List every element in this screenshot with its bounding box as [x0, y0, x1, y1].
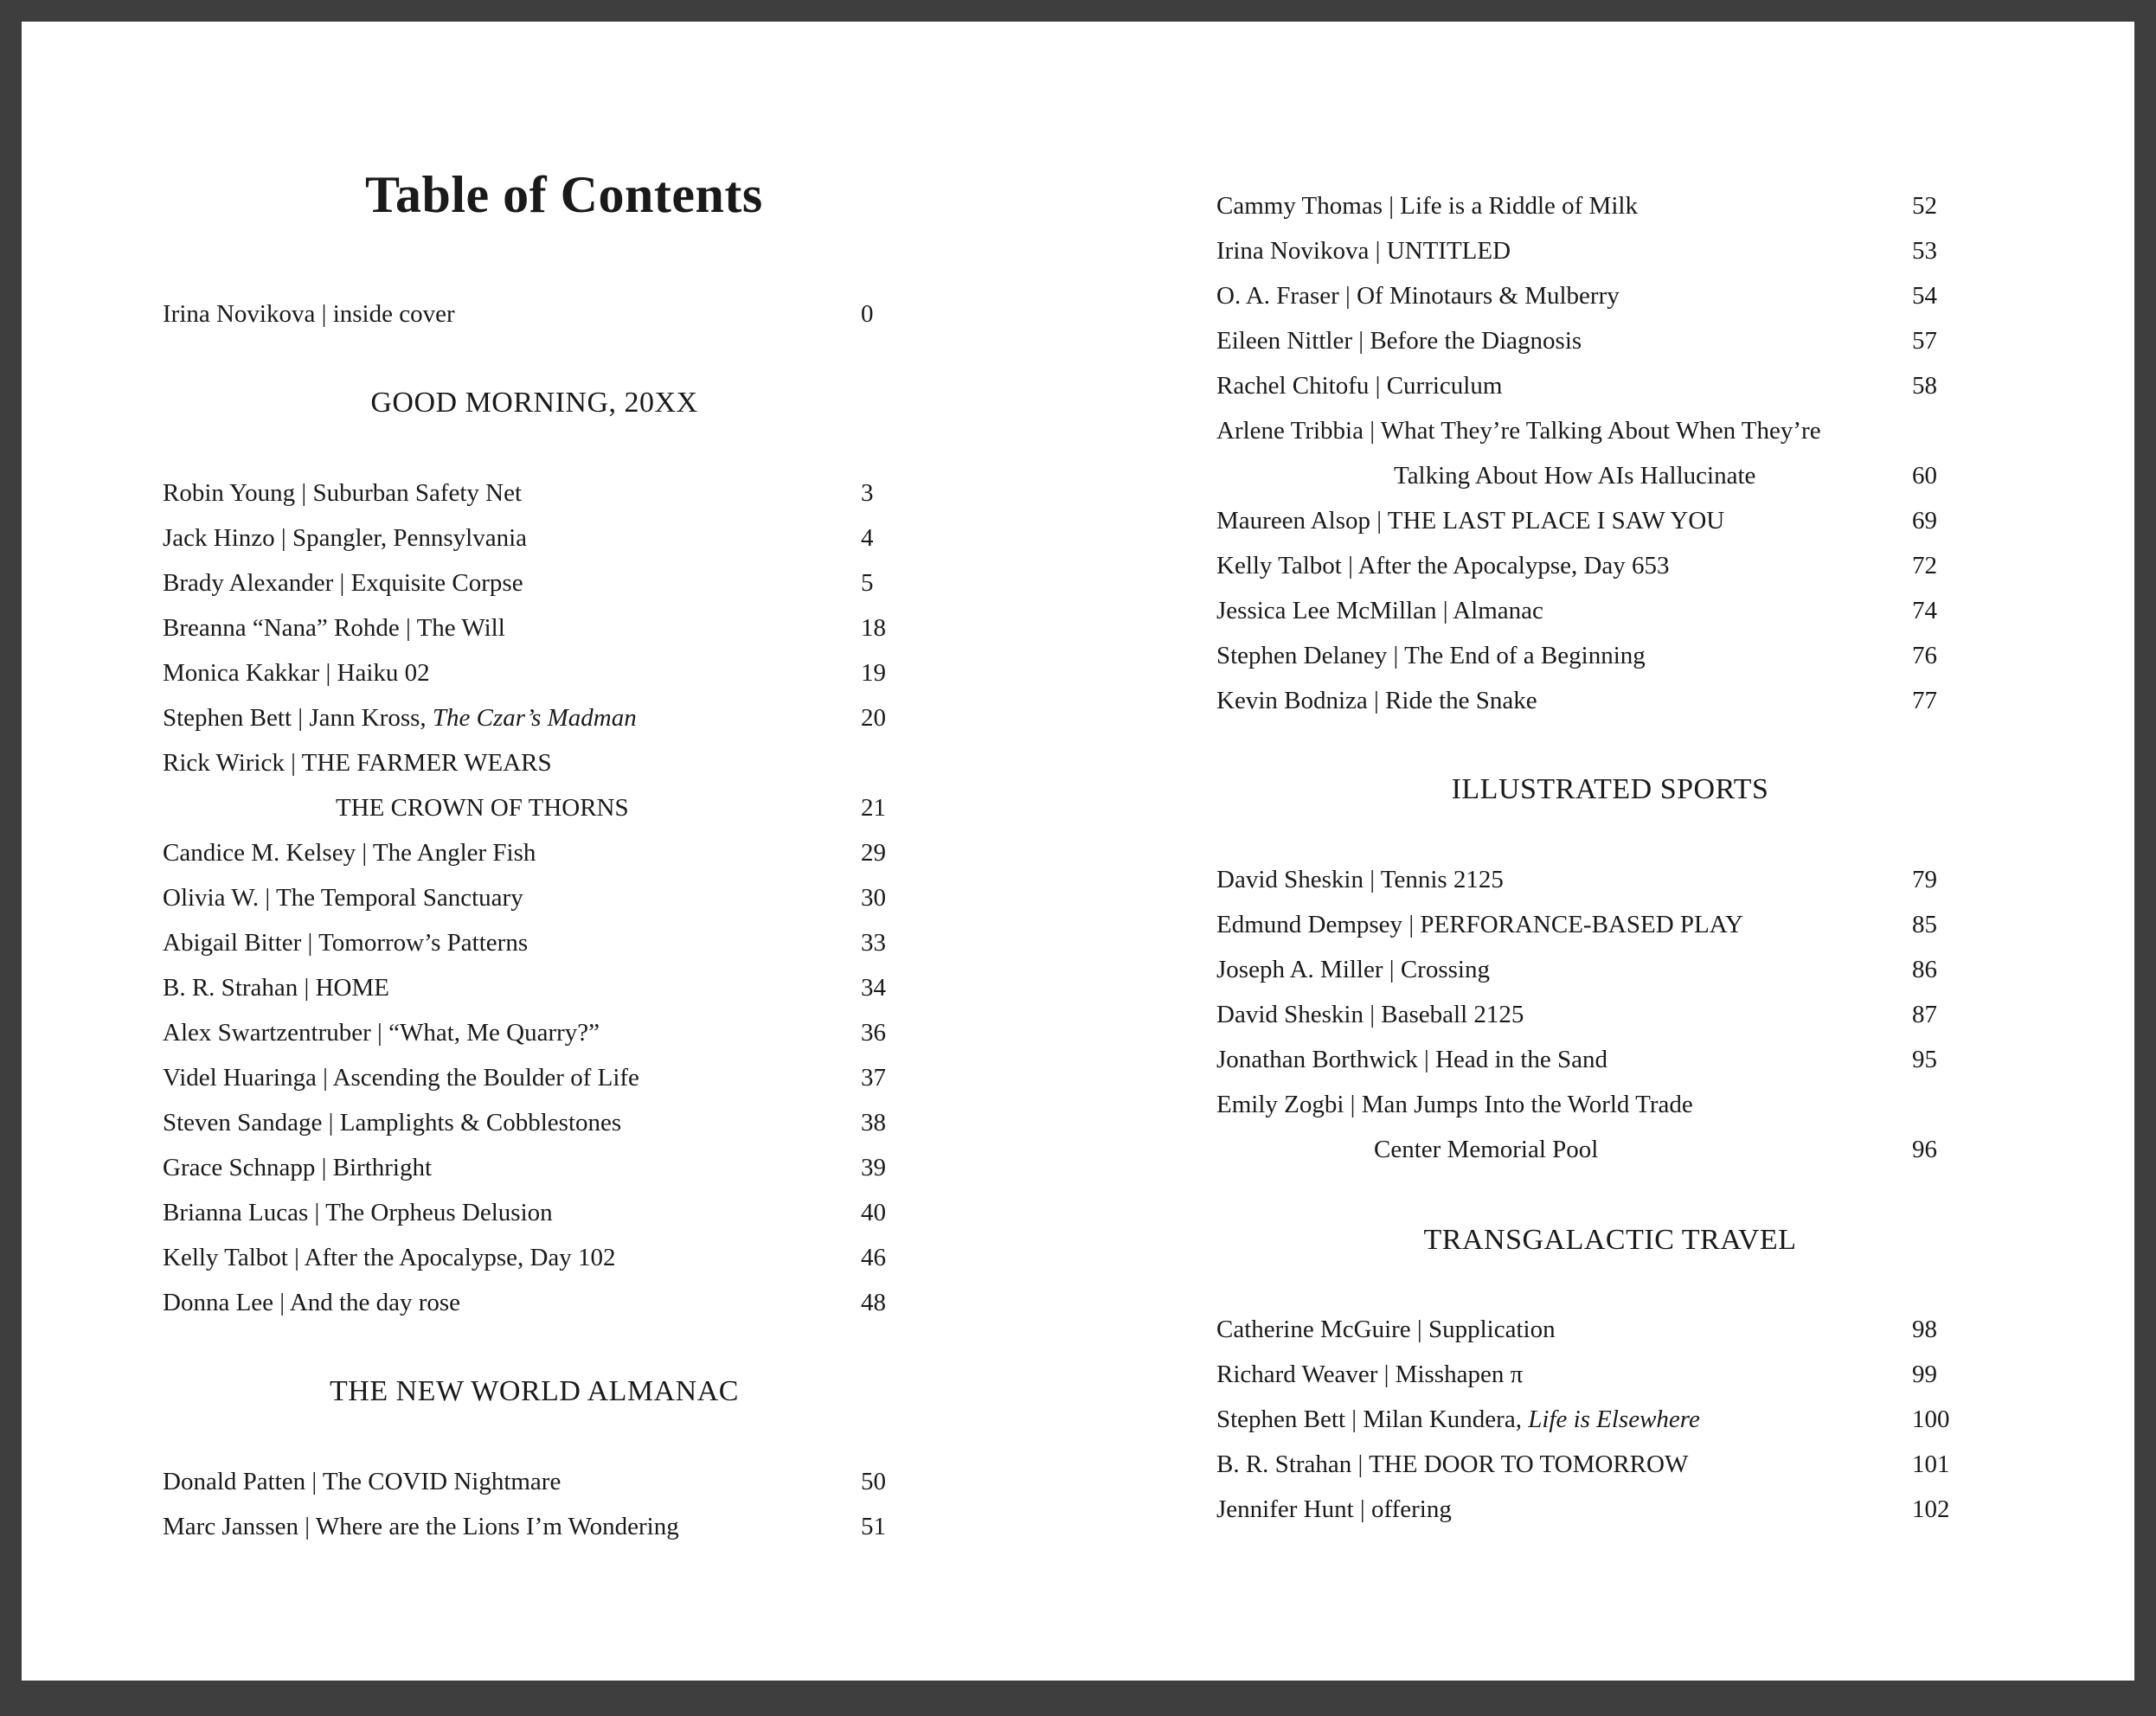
toc-entry-text — [163, 695, 637, 740]
toc-author: Videl Huaringa — [163, 1064, 317, 1092]
toc-page-number: 54 — [1912, 282, 1937, 310]
toc-entry-text — [163, 740, 552, 785]
toc-entry-text — [1216, 498, 1724, 543]
separator: | — [1352, 327, 1370, 355]
separator: | — [322, 1109, 340, 1137]
toc-page-number: 46 — [861, 1244, 886, 1271]
toc-author: Irina Novikova — [163, 300, 316, 328]
toc-page-number: 72 — [1912, 552, 1937, 579]
toc-entry — [163, 1190, 908, 1235]
toc-author: Abigail Bitter — [163, 929, 302, 957]
toc-work-title: Misshapen π — [1395, 1361, 1524, 1388]
separator: | — [370, 1019, 389, 1047]
toc-author: Candice M. Kelsey — [163, 839, 356, 867]
section-heading: TRANSGALACTIC TRAVEL — [1423, 1224, 1797, 1256]
toc-entry-text — [1216, 992, 1524, 1037]
toc-entry-text — [163, 875, 523, 920]
toc-work-title: Birthright — [332, 1154, 433, 1181]
toc-entry — [1216, 183, 1982, 228]
toc-author: Alex Swartzentruber — [163, 1019, 371, 1047]
toc-work-title: Talking About How AIs Hallucinate — [1394, 462, 1756, 490]
toc-work-title: Crossing — [1400, 956, 1490, 983]
toc-entry-continuation — [1216, 1127, 1982, 1172]
toc-work-title: HOME — [315, 974, 389, 1002]
toc-author: Joseph A. Miller — [1216, 956, 1383, 983]
toc-entry-continuation — [163, 785, 908, 830]
toc-author: Breanna “Nana” Rohde — [163, 614, 400, 642]
separator: | — [316, 1064, 333, 1092]
separator: | — [284, 749, 302, 777]
toc-entry-text — [1216, 633, 1646, 678]
toc-page-number: 96 — [1912, 1136, 1937, 1163]
toc-entry — [163, 1145, 908, 1190]
toc-author: Grace Schnapp — [163, 1154, 316, 1181]
toc-entry-text — [163, 1504, 679, 1549]
separator: | — [1417, 1046, 1436, 1073]
toc-author: Cammy Thomas — [1216, 192, 1383, 220]
toc-work-title: The Angler Fish — [372, 839, 536, 867]
toc-entry — [163, 875, 908, 920]
separator: | — [1338, 282, 1357, 310]
toc-work-title: Of Minotaurs & Mulberry — [1357, 282, 1620, 310]
separator: | — [319, 659, 337, 687]
toc-page-number: 58 — [1912, 372, 1937, 400]
toc-entry — [1216, 992, 1982, 1037]
toc-author: Kelly Talbot — [163, 1244, 288, 1271]
toc-entry-text — [163, 965, 389, 1010]
toc-entry-text — [1216, 1307, 1556, 1352]
toc-page-number: 102 — [1912, 1495, 1950, 1523]
toc-work-title: The End of a Beginning — [1404, 642, 1646, 669]
toc-entry-text — [163, 1235, 616, 1280]
toc-author: B. R. Strahan — [1216, 1450, 1352, 1478]
section-heading: ILLUSTRATED SPORTS — [1451, 773, 1769, 805]
toc-entry — [163, 1459, 908, 1504]
toc-author: Emily Zogbi — [1216, 1091, 1344, 1118]
toc-entry-text — [163, 830, 536, 875]
toc-entry-text — [1216, 947, 1490, 992]
toc-page-number: 40 — [861, 1199, 886, 1226]
toc-author: Kevin Bodniza — [1216, 687, 1368, 714]
toc-work-title: Ascending the Boulder of Life — [332, 1064, 639, 1092]
toc-entry-text — [1216, 1442, 1688, 1487]
toc-page-number: 79 — [1912, 866, 1937, 893]
toc-entry-text — [163, 605, 505, 650]
toc-page-number: 69 — [1912, 507, 1937, 535]
section-heading: THE NEW WORLD ALMANAC — [330, 1375, 739, 1407]
separator: | — [315, 1154, 333, 1181]
toc-work-title: Almanac — [1453, 597, 1543, 624]
toc-author: Kelly Talbot — [1216, 552, 1342, 579]
toc-author: Steven Sandage — [163, 1109, 323, 1137]
page-title: Table of Contents — [365, 166, 763, 223]
separator: | — [1369, 237, 1387, 265]
toc-entry — [1216, 857, 1982, 902]
toc-author: Jonathan Borthwick — [1216, 1046, 1418, 1073]
toc-page-number: 100 — [1912, 1405, 1950, 1433]
toc-entry — [1216, 318, 1982, 363]
toc-page-number: 98 — [1912, 1316, 1937, 1343]
toc-work-title: The Temporal Sanctuary — [275, 884, 523, 912]
toc-entry — [163, 605, 908, 650]
toc-entry — [1216, 1442, 1982, 1487]
toc-work-title: The Will — [416, 614, 505, 642]
toc-entry — [163, 695, 908, 740]
toc-work-title: THE FARMER WEARS — [301, 749, 552, 777]
toc-author: Rick Wirick — [163, 749, 285, 777]
toc-entry — [1216, 633, 1982, 678]
separator: | — [1363, 417, 1381, 445]
toc-entry — [1216, 1037, 1982, 1082]
toc-page-number: 74 — [1912, 597, 1937, 624]
toc-entry — [1216, 363, 1982, 408]
toc-entry — [163, 1100, 908, 1145]
toc-entry-text — [1216, 543, 1670, 588]
toc-entry — [1216, 902, 1982, 947]
toc-work-title: Life is a Riddle of Milk — [1400, 192, 1638, 220]
toc-work-title: Where are the Lions I’m Wondering — [315, 1513, 679, 1540]
toc-entry — [1216, 543, 1982, 588]
toc-work-title: Supplication — [1428, 1316, 1556, 1343]
toc-entry — [163, 1504, 908, 1549]
toc-page-number: 37 — [861, 1064, 886, 1092]
toc-work-title: Center Memorial Pool — [1374, 1136, 1599, 1163]
toc-page-number: 20 — [861, 704, 886, 732]
separator: | — [1436, 597, 1453, 624]
toc-entry-text — [163, 1280, 460, 1325]
toc-page-number: 50 — [861, 1468, 886, 1495]
toc-entry — [163, 1010, 908, 1055]
toc-entry — [163, 1055, 908, 1100]
toc-entry-text — [1216, 857, 1504, 902]
toc-entry-text — [1216, 1487, 1452, 1532]
toc-work-title: THE DOOR TO TOMORROW — [1369, 1450, 1689, 1478]
toc-entry — [163, 471, 908, 515]
separator: | — [295, 479, 313, 507]
toc-work-title: Baseball 2125 — [1381, 1001, 1524, 1028]
separator: | — [1363, 866, 1381, 893]
toc-work-title: Before the Diagnosis — [1370, 327, 1582, 355]
toc-entry-text — [1394, 453, 1755, 498]
toc-work-title: Jann Kross, — [309, 704, 433, 732]
toc-work-title: “What, Me Quarry?” — [388, 1019, 600, 1047]
separator: | — [1370, 507, 1388, 535]
separator: | — [1387, 642, 1405, 669]
toc-author: Brady Alexander — [163, 569, 334, 597]
toc-author: Jack Hinzo — [163, 524, 275, 552]
toc-page-number: 34 — [861, 974, 886, 1002]
separator: | — [1363, 1001, 1382, 1028]
toc-work-title: Suburban Safety Net — [312, 479, 523, 507]
toc-entry-text — [163, 1010, 600, 1055]
toc-entry-text — [163, 1145, 432, 1190]
separator: | — [287, 1244, 305, 1271]
toc-author: David Sheskin — [1216, 1001, 1364, 1028]
toc-page-number: 77 — [1912, 687, 1937, 714]
toc-entry-text — [1216, 183, 1638, 228]
section-heading: GOOD MORNING, 20XX — [370, 387, 698, 419]
separator: | — [356, 839, 373, 867]
toc-entry — [1216, 1487, 1982, 1532]
toc-author: Stephen Bett — [163, 704, 292, 732]
separator: | — [301, 929, 319, 957]
separator: | — [298, 1513, 316, 1540]
toc-author: Jessica Lee McMillan — [1216, 597, 1437, 624]
toc-page-number: 57 — [1912, 327, 1937, 355]
toc-entry — [163, 291, 908, 336]
toc-work-title-italic: The Czar’s Madman — [432, 704, 637, 732]
toc-page-number: 53 — [1912, 237, 1937, 265]
toc-entry-text — [163, 1459, 561, 1504]
toc-entry — [1216, 1307, 1982, 1352]
toc-entry-text — [1216, 902, 1743, 947]
toc-entry — [1216, 228, 1982, 273]
toc-page-number: 39 — [861, 1154, 886, 1181]
toc-entry — [1216, 947, 1982, 992]
toc-page-number: 76 — [1912, 642, 1937, 669]
toc-page-number: 33 — [861, 929, 886, 957]
toc-page-number: 0 — [861, 300, 874, 328]
toc-author: Donna Lee — [163, 1289, 274, 1316]
separator: | — [274, 524, 292, 552]
toc-work-title: UNTITLED — [1386, 237, 1511, 265]
toc-work-title: After the Apocalypse, Day 653 — [1357, 552, 1670, 579]
toc-page-number: 86 — [1912, 956, 1937, 983]
toc-author: Catherine McGuire — [1216, 1316, 1411, 1343]
toc-page-number: 48 — [861, 1289, 886, 1316]
toc-entry-text — [1216, 1082, 1693, 1127]
toc-author: Olivia W. — [163, 884, 260, 912]
toc-entry-text — [1216, 588, 1543, 633]
toc-page-number: 101 — [1912, 1450, 1950, 1478]
toc-entry-text — [163, 291, 455, 336]
toc-entry-text — [1216, 678, 1537, 723]
toc-work-title: THE LAST PLACE I SAW YOU — [1387, 507, 1725, 535]
separator: | — [273, 1289, 290, 1316]
toc-entry — [1216, 408, 1982, 453]
toc-author: Monica Kakkar — [163, 659, 320, 687]
toc-entry-text — [1216, 273, 1620, 318]
toc-entry — [1216, 588, 1982, 633]
separator: | — [1382, 192, 1401, 220]
separator: | — [305, 1468, 323, 1495]
separator: | — [1351, 1450, 1370, 1478]
toc-page-number: 38 — [861, 1109, 886, 1137]
separator: | — [292, 704, 310, 732]
separator: | — [1367, 687, 1386, 714]
toc-entry-text — [336, 785, 629, 830]
toc-author: Stephen Delaney — [1216, 642, 1388, 669]
toc-entry-text — [163, 1100, 621, 1145]
toc-page-number: 19 — [861, 659, 886, 687]
toc-entry — [163, 740, 908, 785]
toc-work-title: Milan Kundera, — [1363, 1405, 1529, 1433]
toc-author: Irina Novikova — [1216, 237, 1370, 265]
toc-author: Richard Weaver — [1216, 1361, 1378, 1388]
toc-page-number: 18 — [861, 614, 886, 642]
separator: | — [1353, 1495, 1371, 1523]
document-page — [22, 22, 2134, 1681]
toc-author: Donald Patten — [163, 1468, 306, 1495]
separator: | — [1383, 956, 1401, 983]
toc-entry — [1216, 1397, 1982, 1442]
toc-work-title: THE CROWN OF THORNS — [336, 794, 629, 822]
toc-work-title-italic: Life is Elsewhere — [1528, 1405, 1700, 1433]
toc-entry-text — [1216, 408, 1821, 453]
toc-entry-text — [1216, 1352, 1523, 1397]
separator: | — [1344, 1091, 1362, 1118]
toc-entry-text — [163, 471, 522, 515]
toc-entry — [1216, 678, 1982, 723]
toc-page-number: 30 — [861, 884, 886, 912]
toc-entry-text — [163, 560, 523, 605]
separator: | — [298, 974, 316, 1002]
toc-author: Marc Janssen — [163, 1513, 299, 1540]
toc-entry-text — [1216, 228, 1511, 273]
toc-author: Stephen Bett — [1216, 1405, 1346, 1433]
toc-entry-text — [163, 1055, 639, 1100]
toc-entry — [163, 965, 908, 1010]
separator: | — [399, 614, 417, 642]
toc-entry-text — [1216, 1037, 1607, 1082]
separator: | — [1402, 911, 1421, 938]
toc-author: B. R. Strahan — [163, 974, 298, 1002]
toc-entry — [163, 515, 908, 560]
toc-entry — [163, 830, 908, 875]
separator: | — [1369, 372, 1387, 400]
toc-page-number: 21 — [861, 794, 886, 822]
separator: | — [259, 884, 276, 912]
toc-work-title: What They’re Talking About When They’re — [1380, 417, 1821, 445]
toc-work-title: inside cover — [332, 300, 455, 328]
separator: | — [308, 1199, 326, 1226]
toc-author: Brianna Lucas — [163, 1199, 309, 1226]
toc-entry-text — [1216, 363, 1502, 408]
toc-entry — [163, 1280, 908, 1325]
toc-work-title: Tomorrow’s Patterns — [318, 929, 529, 957]
toc-page-number: 95 — [1912, 1046, 1937, 1073]
toc-entry-text — [163, 1190, 553, 1235]
toc-work-title: Lamplights & Cobblestones — [339, 1109, 622, 1137]
separator: | — [1341, 552, 1358, 579]
toc-entry-text — [163, 650, 430, 695]
toc-work-title: Exquisite Corpse — [350, 569, 523, 597]
toc-entry — [1216, 498, 1982, 543]
toc-work-title: Head in the Sand — [1435, 1046, 1607, 1073]
toc-author: O. A. Fraser — [1216, 282, 1339, 310]
toc-entry-text — [163, 920, 528, 965]
toc-work-title: Man Jumps Into the World Trade — [1361, 1091, 1693, 1118]
toc-page-number: 5 — [861, 569, 874, 597]
toc-page-number: 36 — [861, 1019, 886, 1047]
toc-work-title: After the Apocalypse, Day 102 — [304, 1244, 616, 1271]
toc-page-number: 60 — [1912, 462, 1937, 490]
toc-author: Rachel Chitofu — [1216, 372, 1370, 400]
toc-entry — [163, 560, 908, 605]
toc-entry — [1216, 1082, 1982, 1127]
toc-entry-text — [1374, 1127, 1598, 1172]
toc-work-title: Spangler, Pennsylvania — [292, 524, 528, 552]
toc-page-number: 4 — [861, 524, 874, 552]
toc-entry — [1216, 1352, 1982, 1397]
separator: | — [1345, 1405, 1364, 1433]
separator: | — [1377, 1361, 1396, 1388]
separator: | — [315, 300, 333, 328]
toc-work-title: Tennis 2125 — [1380, 866, 1504, 893]
toc-work-title: offering — [1370, 1495, 1452, 1523]
toc-entry — [163, 920, 908, 965]
toc-work-title: PERFORANCE-BASED PLAY — [1420, 911, 1743, 938]
toc-page-number: 51 — [861, 1513, 886, 1540]
toc-page-number: 29 — [861, 839, 886, 867]
toc-author: Arlene Tribbia — [1216, 417, 1364, 445]
toc-entry — [163, 650, 908, 695]
toc-author: Jennifer Hunt — [1216, 1495, 1354, 1523]
toc-work-title: The Orpheus Delusion — [325, 1199, 553, 1226]
toc-page-number: 99 — [1912, 1361, 1937, 1388]
toc-author: Maureen Alsop — [1216, 507, 1370, 535]
toc-work-title: The COVID Nightmare — [322, 1468, 561, 1495]
toc-entry — [1216, 273, 1982, 318]
toc-entry-text — [1216, 1397, 1700, 1442]
toc-entry-text — [163, 515, 527, 560]
toc-author: David Sheskin — [1216, 866, 1364, 893]
toc-work-title: Ride the Snake — [1385, 687, 1537, 714]
separator: | — [1410, 1316, 1428, 1343]
toc-author: Edmund Dempsey — [1216, 911, 1403, 938]
toc-page-number: 87 — [1912, 1001, 1937, 1028]
toc-author: Eileen Nittler — [1216, 327, 1353, 355]
toc-entry-continuation — [1216, 453, 1982, 498]
toc-entry-text — [1216, 318, 1582, 363]
toc-entry — [163, 1235, 908, 1280]
toc-work-title: And the day rose — [289, 1289, 461, 1316]
toc-page-number: 52 — [1912, 192, 1937, 220]
toc-work-title: Haiku 02 — [337, 659, 430, 687]
toc-work-title: Curriculum — [1386, 372, 1503, 400]
separator: | — [333, 569, 351, 597]
toc-page-number: 85 — [1912, 911, 1937, 938]
toc-author: Robin Young — [163, 479, 296, 507]
toc-page-number: 3 — [861, 479, 874, 507]
